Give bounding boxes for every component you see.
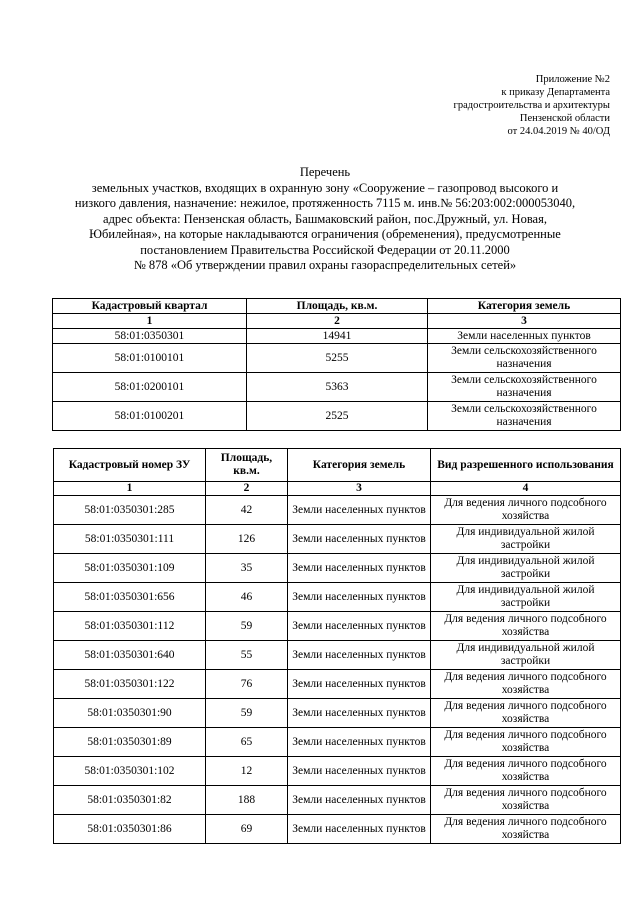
- table-header-row: [53, 299, 621, 314]
- permitted-use-cell: Для ведения личного подсобного хозяйства: [431, 786, 621, 815]
- column-header-area: Площадь, кв.м.: [206, 449, 288, 482]
- category-cell: Земли населенных пунктов: [288, 728, 431, 757]
- column-header-cadastral-number: Кадастровый номер ЗУ: [54, 449, 206, 482]
- area-cell: 65: [206, 728, 288, 757]
- permitted-use-cell: Для индивидуальной жилой застройки: [431, 641, 621, 670]
- area-cell: 42: [206, 496, 288, 525]
- quarter-cell: 58:01:0350301: [53, 329, 247, 344]
- appendix-line: от 24.04.2019 № 40/ОД: [507, 126, 610, 137]
- area-cell: 188: [206, 786, 288, 815]
- cadastral-quarters-table: [52, 298, 621, 431]
- category-cell: Земли населенных пунктов: [288, 815, 431, 844]
- table-row: [54, 525, 621, 554]
- title-line: постановлением Правительства Российской Федерации от 20.11.2000: [140, 242, 510, 257]
- column-number-row: [53, 314, 621, 329]
- column-number-row: [54, 482, 621, 496]
- column-number: 2: [206, 482, 288, 496]
- cadastral-number-cell: 58:01:0350301:102: [54, 757, 206, 786]
- column-number: 1: [53, 314, 247, 329]
- column-header-permitted-use: Вид разрешенного использования: [431, 449, 621, 482]
- area-cell: 46: [206, 583, 288, 612]
- table-row: [54, 583, 621, 612]
- category-cell: Земли населенных пунктов: [288, 699, 431, 728]
- cadastral-number-cell: 58:01:0350301:111: [54, 525, 206, 554]
- table-row: [54, 728, 621, 757]
- cadastral-number-cell: 58:01:0350301:112: [54, 612, 206, 641]
- table-row: [53, 402, 621, 431]
- appendix-line: Пензенской области: [519, 113, 610, 124]
- permitted-use-cell: Для индивидуальной жилой застройки: [431, 583, 621, 612]
- category-cell: Земли населенных пунктов: [288, 786, 431, 815]
- table-row: [54, 496, 621, 525]
- permitted-use-cell: Для ведения личного подсобного хозяйства: [431, 670, 621, 699]
- category-cell: Земли населенных пунктов: [288, 670, 431, 699]
- column-header-area: Площадь, кв.м.: [247, 299, 428, 314]
- column-number: 2: [247, 314, 428, 329]
- category-cell: Земли населенных пунктов: [288, 554, 431, 583]
- category-cell: Земли сельскохозяйственного назначения: [428, 373, 621, 402]
- document-title: [60, 165, 590, 274]
- area-cell: 76: [206, 670, 288, 699]
- category-cell: Земли населенных пунктов: [288, 496, 431, 525]
- area-cell: 59: [206, 699, 288, 728]
- area-cell: 69: [206, 815, 288, 844]
- category-cell: Земли населенных пунктов: [288, 641, 431, 670]
- cadastral-number-cell: 58:01:0350301:82: [54, 786, 206, 815]
- title-line: Юбилейная», на которые накладываются ограничения (обременения), предусмотренные: [89, 227, 561, 241]
- area-cell: 2525: [247, 402, 428, 431]
- cadastral-number-cell: 58:01:0350301:656: [54, 583, 206, 612]
- table-row: [54, 786, 621, 815]
- table-row: [54, 554, 621, 583]
- permitted-use-cell: Для ведения личного подсобного хозяйства: [431, 699, 621, 728]
- title-line: Перечень: [299, 165, 351, 179]
- title-line: № 878 «Об утверждении правил охраны газораспределительных сетей»: [133, 258, 517, 272]
- table-row: [53, 329, 621, 344]
- title-line: адрес объекта: Пензенская область, Башмаковский район, пос.Дружный, ул. Новая,: [103, 211, 547, 226]
- title-line: земельных участков, входящих в охранную зону «Сооружение – газопровод высокого и: [91, 180, 559, 195]
- cadastral-number-cell: 58:01:0350301:86: [54, 815, 206, 844]
- appendix-line: градостроительства и архитектуры: [453, 100, 610, 111]
- category-cell: Земли сельскохозяйственного назначения: [428, 344, 621, 373]
- title-line: низкого давления, назначение: нежилое, протяженность 7115 м. инв.№ 56:203:002:000053040,: [74, 196, 576, 210]
- table-row: [53, 373, 621, 402]
- permitted-use-cell: Для ведения личного подсобного хозяйства: [431, 496, 621, 525]
- cadastral-number-cell: 58:01:0350301:285: [54, 496, 206, 525]
- cadastral-number-cell: 58:01:0350301:90: [54, 699, 206, 728]
- column-number: 4: [431, 482, 621, 496]
- column-number: 3: [428, 314, 621, 329]
- quarter-cell: 58:01:0100101: [53, 344, 247, 373]
- appendix-header: [350, 73, 610, 138]
- category-cell: Земли населенных пунктов: [288, 757, 431, 786]
- column-number: 3: [288, 482, 431, 496]
- column-header-quarter: Кадастровый квартал: [53, 299, 247, 314]
- cadastral-number-cell: 58:01:0350301:109: [54, 554, 206, 583]
- category-cell: Земли населенных пунктов: [288, 612, 431, 641]
- cadastral-number-cell: 58:01:0350301:89: [54, 728, 206, 757]
- cadastral-number-cell: 58:01:0350301:640: [54, 641, 206, 670]
- table-row: [54, 612, 621, 641]
- appendix-line: Приложение №2: [535, 74, 610, 85]
- land-plots-table: [53, 448, 621, 844]
- table-row: [54, 757, 621, 786]
- column-header-category: Категория земель: [428, 299, 621, 314]
- category-cell: Земли населенных пунктов: [428, 329, 621, 344]
- table-row: [53, 344, 621, 373]
- permitted-use-cell: Для ведения личного подсобного хозяйства: [431, 757, 621, 786]
- quarter-cell: 58:01:0200101: [53, 373, 247, 402]
- permitted-use-cell: Для ведения личного подсобного хозяйства: [431, 612, 621, 641]
- permitted-use-cell: Для индивидуальной жилой застройки: [431, 554, 621, 583]
- category-cell: Земли сельскохозяйственного назначения: [428, 402, 621, 431]
- area-cell: 5255: [247, 344, 428, 373]
- table-row: [54, 670, 621, 699]
- area-cell: 59: [206, 612, 288, 641]
- category-cell: Земли населенных пунктов: [288, 583, 431, 612]
- table-row: [54, 641, 621, 670]
- area-cell: 55: [206, 641, 288, 670]
- column-number: 1: [54, 482, 206, 496]
- permitted-use-cell: Для ведения личного подсобного хозяйства: [431, 728, 621, 757]
- table-row: [54, 699, 621, 728]
- quarter-cell: 58:01:0100201: [53, 402, 247, 431]
- area-cell: 5363: [247, 373, 428, 402]
- table-row: [54, 815, 621, 844]
- permitted-use-cell: Для ведения личного подсобного хозяйства: [431, 815, 621, 844]
- area-cell: 35: [206, 554, 288, 583]
- category-cell: Земли населенных пунктов: [288, 525, 431, 554]
- table-header-row: [54, 449, 621, 482]
- cadastral-number-cell: 58:01:0350301:122: [54, 670, 206, 699]
- column-header-category: Категория земель: [288, 449, 431, 482]
- area-cell: 126: [206, 525, 288, 554]
- appendix-line: к приказу Департамента: [501, 87, 610, 98]
- permitted-use-cell: Для индивидуальной жилой застройки: [431, 525, 621, 554]
- area-cell: 14941: [247, 329, 428, 344]
- area-cell: 12: [206, 757, 288, 786]
